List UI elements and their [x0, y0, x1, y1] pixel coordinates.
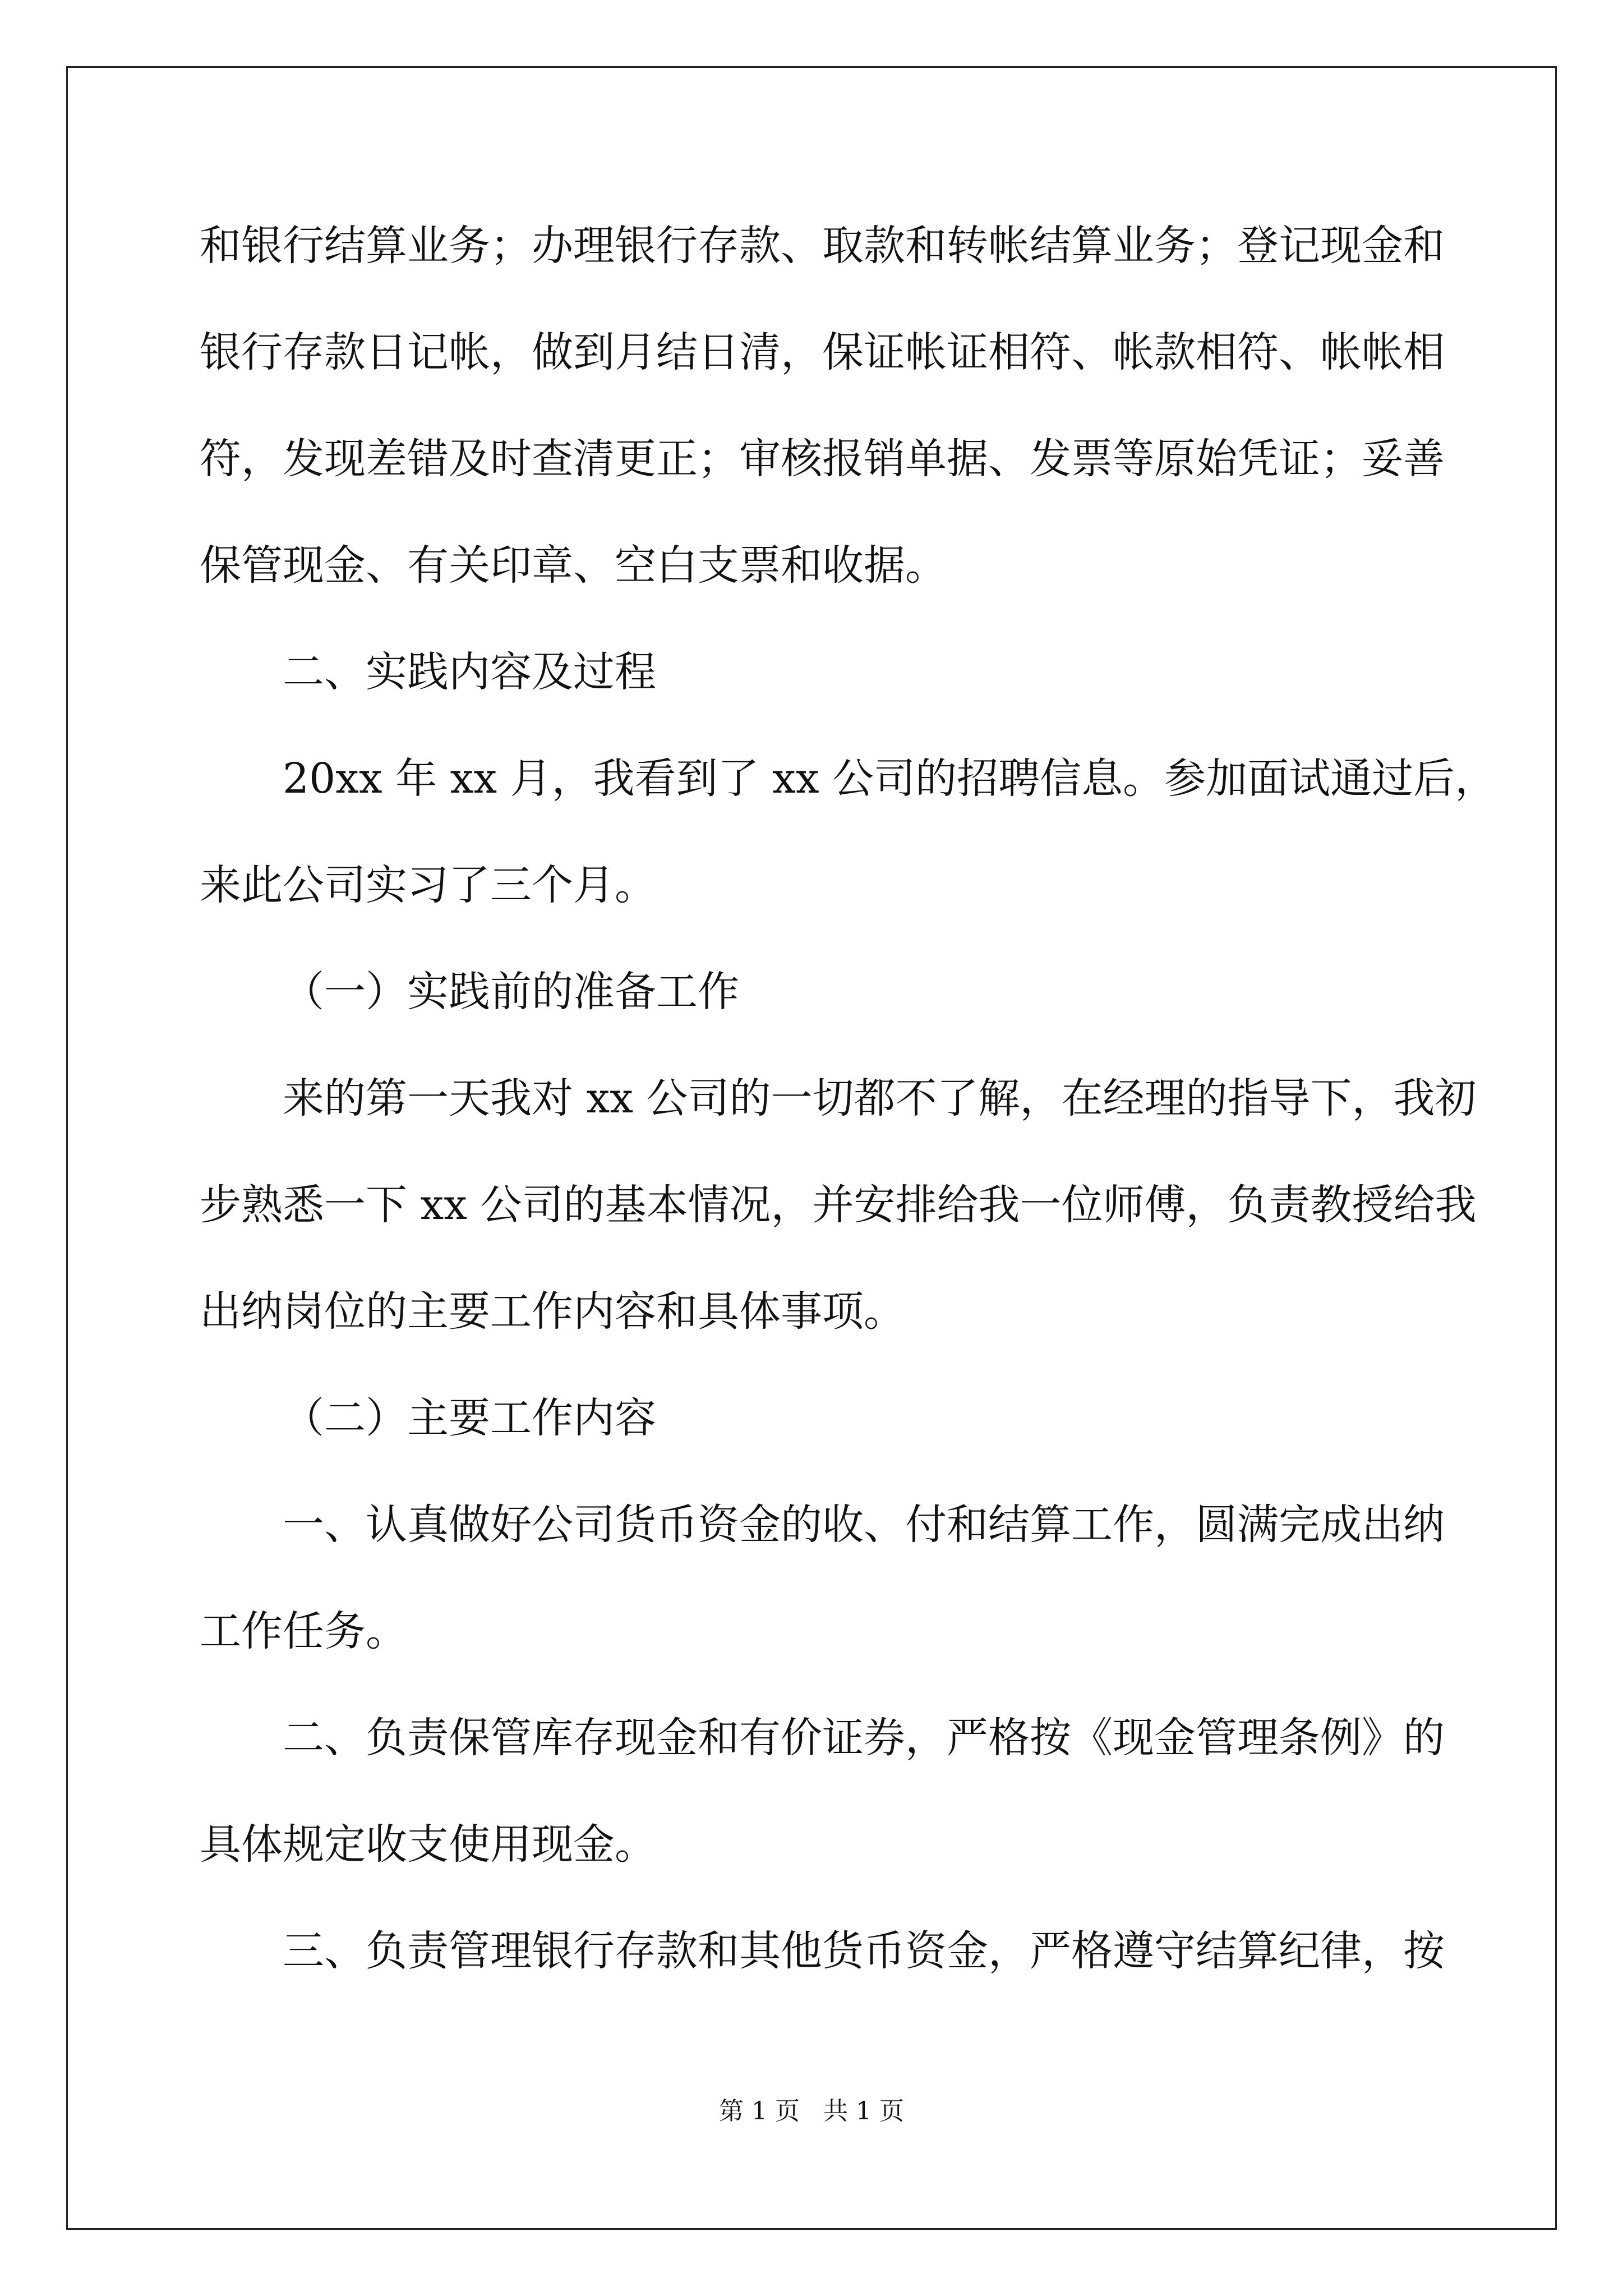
- page-number-footer: 第 1 页 共 1 页: [719, 2097, 904, 2125]
- subsection-heading: （一）实践前的准备工作: [283, 968, 739, 1016]
- body-text-line: 20xx 年 xx 月，我看到了 xx 公司的招聘信息。参加面试通过后，: [283, 754, 1497, 803]
- body-text-line: 二、负责保管库存现金和有价证券，严格按《现金管理条例》的: [283, 1714, 1445, 1762]
- body-text-line: 银行存款日记帐，做到月结日清，保证帐证相符、帐款相符、帐帐相: [200, 328, 1445, 376]
- body-text-line: 工作任务。: [200, 1607, 407, 1655]
- body-text-line: 保管现金、有关印章、空白支票和收据。: [200, 541, 947, 590]
- page-frame: [66, 66, 1557, 2230]
- body-text-line: 来此公司实习了三个月。: [200, 861, 656, 909]
- body-text-line: 和银行结算业务；办理银行存款、取款和转帐结算业务；登记现金和: [200, 222, 1445, 270]
- body-text-line: 步熟悉一下 xx 公司的基本情况，并安排给我一位师傅，负责教授给我: [200, 1181, 1477, 1229]
- section-heading: 二、实践内容及过程: [283, 648, 656, 696]
- body-text-line: 符，发现差错及时查清更正；审核报销单据、发票等原始凭证；妥善: [200, 435, 1445, 483]
- body-text-line: 三、负责管理银行存款和其他货币资金，严格遵守结算纪律，按: [283, 1927, 1445, 1975]
- body-text-line: 来的第一天我对 xx 公司的一切都不了解，在经理的指导下，我初: [283, 1074, 1477, 1122]
- body-text-line: 一、认真做好公司货币资金的收、付和结算工作，圆满完成出纳: [283, 1501, 1445, 1549]
- body-text-line: 出纳岗位的主要工作内容和具体事项。: [200, 1287, 905, 1336]
- body-text-line: 具体规定收支使用现金。: [200, 1820, 656, 1869]
- subsection-heading: （二）主要工作内容: [283, 1394, 656, 1442]
